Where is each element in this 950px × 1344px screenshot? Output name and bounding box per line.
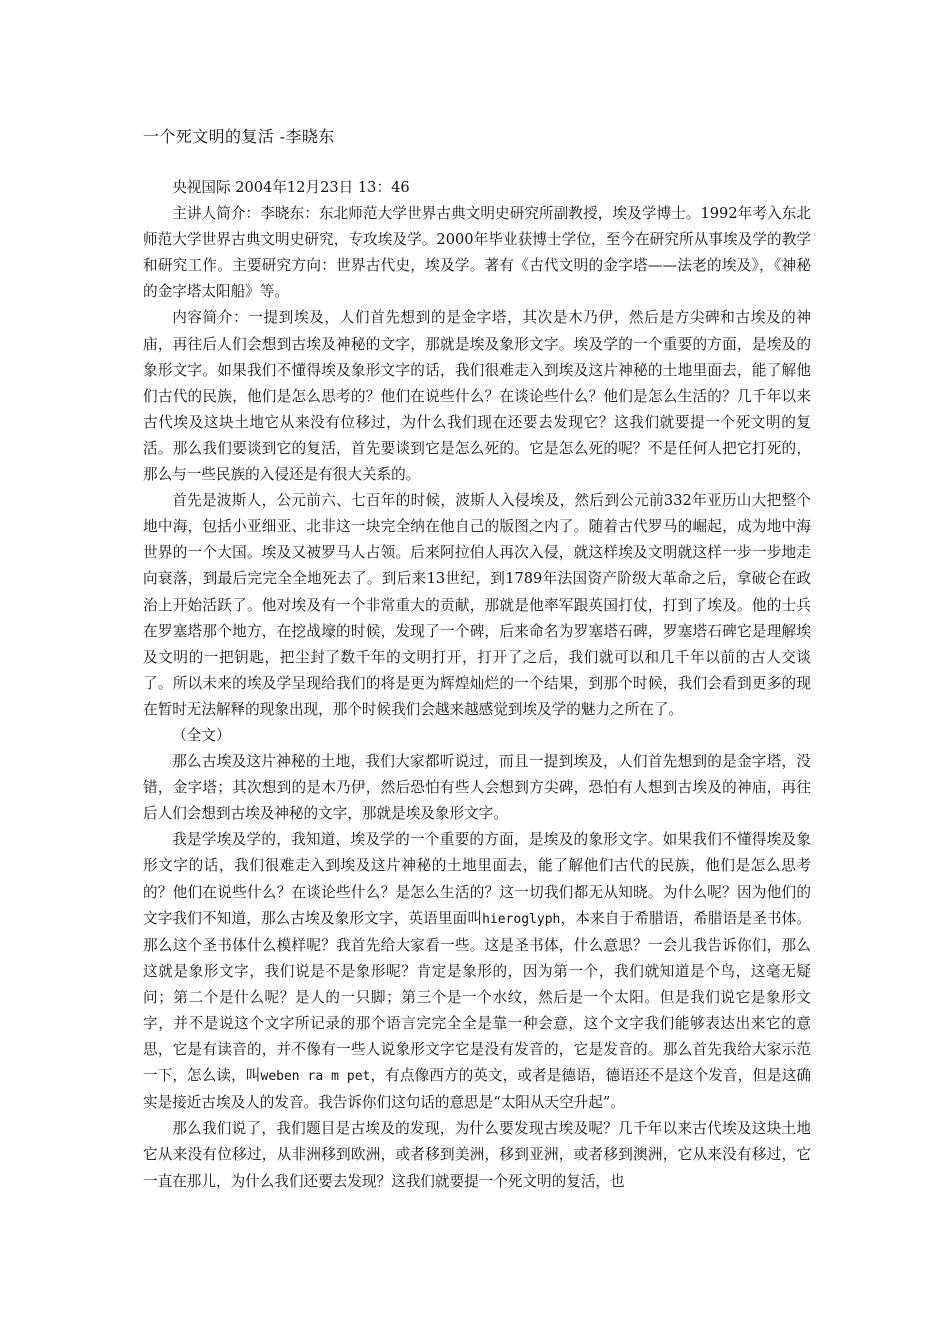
hieroglyph-text-b: ，本来自于希腊语，希腊语是圣书体。那么这个圣书体什么模样呢？我首先给大家看一些。这是圣书体，什么意思？一会儿我告诉你们，那么这就是象形文字，我们说是不是象形呢？肯定是象形的，因为第一个，我们就知道是个鸟，这毫无疑问；第二个是什么呢？是人的一只脚；第三个是一个水纹，然后是一个太阳。但是我们说它是象形文字，并不是说这个文字所记录的那个语言完完全全是靠一种会意，这个文字我们能够表达出来它的意思，它是有读音的，并不像有一些人说象形文字它是没有发音的，它是发音的。那么首先我给大家示范一下，怎么读，叫 [143, 909, 811, 1085]
document-title: 一个死文明的复活 -李晓东 [143, 127, 335, 146]
paragraph-pyramids: 那么古埃及这片神秘的土地，我们大家都听说过，而且一提到埃及，人们首先想到的是金字塔，没错，金字塔；其次想到的是木乃伊，然后恐怕有些人会想到方尖碑，恐怕有人想到古埃及的神庙，再往后人们会想到古埃及神秘的文字，那就是埃及象形文字。 [143, 753, 811, 823]
publish-info: 央视国际 2004年12月23日 13：46 [172, 179, 410, 196]
paragraph-content-summary: 内容简介：一提到埃及，人们首先想到的是金字塔，其次是木乃伊，然后是方尖碑和古埃及的神庙，再往后人们会想到古埃及神秘的文字，那就是埃及象形文字。埃及学的一个重要的方面，是埃及的象形文字。如果我们不懂得埃及象形文字的话，我们很难走入到埃及这片神秘的土地里面去，能了解他们古代的民族，他们是怎么思考的？他们在说些什么？在谈论些什么？他们是怎么生活的？几千年以来古代埃及这块土地它从来没有位移过，为什么我们现在还要去发现它？这我们就要提一个死文明的复活。那么我们要谈到它的复活，首先要谈到它是怎么死的。它是怎么死的呢？不是任何人把它打死的，那么与一些民族的入侵还是有很大关系的。 [143, 309, 811, 484]
paragraph-discovery: 那么我们说了，我们题目是古埃及的发现，为什么要发现古埃及呢？几千年以来古代埃及这块土地它从来没有位移过，从非洲移到欧洲，或者移到美洲，移到亚洲，或者移到澳洲，它从来没有移过，它一直在那儿，为什么我们还要去发现？这我们就要提一个死文明的复活，也 [143, 1120, 811, 1190]
hieroglyph-term: hieroglyph [482, 911, 561, 927]
document-body [143, 175, 811, 1195]
hieroglyph-text-c: ，有点像西方的英文，或者是德语，德语还不是这个发音，但是这确实是接近古埃及人的发音。我告诉你们这句话的意思是“太阳从天空升起”。 [143, 1067, 811, 1112]
paragraph-full-text-label: （全文） [172, 726, 231, 744]
paragraph-hieroglyphs [143, 827, 811, 1116]
hieroglyph-text-a: 我是学埃及学的，我知道，埃及学的一个重要的方面，是埃及的象形文字。如果我们不懂得埃及象形文字的话，我们很难走入到埃及这片神秘的土地里面去，能了解他们古代的民族，他们是怎么思考的？他们在说些什么？在谈论些什么？是怎么生活的？这一切我们都无从知晓。为什么呢？因为他们的文字我们不知道，那么古埃及象形文字，英语里面叫 [143, 831, 811, 927]
paragraph-history: 首先是波斯人，公元前六、七百年的时候，波斯人入侵埃及，然后到公元前332年亚历山大把整个地中海，包括小亚细亚、北非这一块完全纳在他自己的版图之内了。随着古代罗马的崛起，成为地中海世界的一个大国。埃及又被罗马人占领。后来阿拉伯人再次入侵，就这样埃及文明就这样一步一步地走向衰落，到最后完完全全地死去了。到后来13世纪，到1789年法国资产阶级大革命之后，拿破仑在政治上开始活跃了。他对埃及有一个非常重大的贡献，那就是他率军跟英国打仗，打到了埃及。他的士兵在罗塞塔那个地方，在挖战壕的时候，发现了一个碑，后来命名为罗塞塔石碑，罗塞塔石碑它是理解埃及文明的一把钥匙，把尘封了数千年的文明打开，打开了之后，我们就可以和几千年以前的古人交谈了。所以未来的埃及学呈现给我们的将是更为辉煌灿烂的一个结果，到那个时候，我们会看到更多的现在暂时无法解释的现象出现，那个时候我们会越来越感觉到埃及学的魅力之所在了。 [143, 492, 811, 718]
paragraph-speaker-intro: 主讲人简介：李晓东：东北师范大学世界古典文明史研究所副教授，埃及学博士。1992年考入东北师范大学世界古典文明史研究，专攻埃及学。2000年毕业获博士学位，至今在研究所从事埃及学的教学和研究工作。主要研究方向：世界古代史，埃及学。著有《古代文明的金字塔——法老的埃及》，《神秘的金字塔太阳船》等。 [143, 205, 811, 301]
pronunciation-example: weben ra m pet [260, 1069, 371, 1085]
